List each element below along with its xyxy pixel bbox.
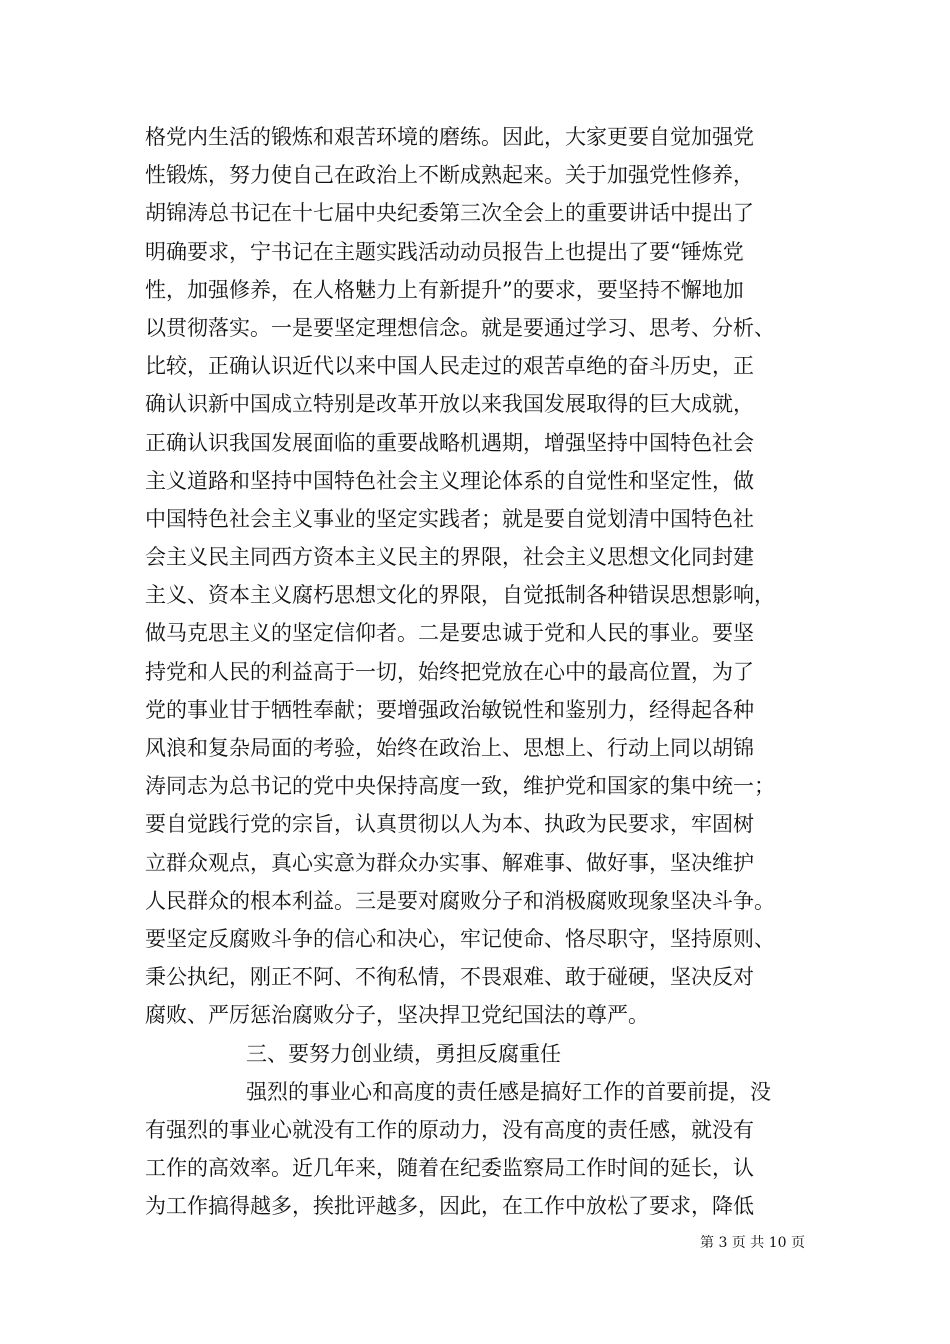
text-line: 确认识新中国成立特别是改革开放以来我国发展取得的巨大成就，: [145, 392, 754, 417]
text-line: 以贯彻落实。一是要坚定理想信念。就是要通过学习、思考、分析、: [145, 315, 775, 340]
text-line: 中国特色社会主义事业的坚定实践者；就是要自觉划清中国特色社: [145, 506, 754, 531]
section-heading: 三、要努力创业绩，勇担反腐重任: [246, 1041, 561, 1066]
text-line: 比较，正确认识近代以来中国人民走过的艰苦卓绝的奋斗历史，正: [145, 354, 754, 379]
text-line: 人民群众的根本利益。三是要对腐败分子和消极腐败现象坚决斗争。: [145, 888, 775, 913]
text-line: 性锻炼，努力使自己在政治上不断成熟起来。关于加强党性修养，: [145, 163, 754, 188]
text-line: 做马克思主义的坚定信仰者。二是要忠诚于党和人民的事业。要坚: [145, 621, 754, 646]
text-line: 为工作搞得越多，挨批评越多，因此，在工作中放松了要求，降低: [145, 1194, 754, 1219]
text-line: 风浪和复杂局面的考验，始终在政治上、思想上、行动上同以胡锦: [145, 736, 754, 760]
text-line: 主义、资本主义腐朽思想文化的界限，自觉抵制各种错误思想影响，: [145, 583, 775, 608]
text-line: 党的事业甘于牺牲奉献；要增强政治敏锐性和鉴别力，经得起各种: [145, 697, 754, 722]
text-line: 秉公执纪，刚正不阿、不徇私情，不畏艰难、敢于碰硬，坚决反对: [145, 965, 754, 990]
body-text: [145, 118, 807, 1225]
text-line: 强烈的事业心和高度的责任感是搞好工作的首要前提，没: [246, 1079, 771, 1104]
text-line: 格党内生活的锻炼和艰苦环境的磨练。因此，大家更要自觉加强党: [145, 125, 754, 149]
text-line: 持党和人民的利益高于一切，始终把党放在心中的最高位置，为了: [145, 659, 754, 684]
text-line: 性，加强修养，在人格魅力上有新提升”的要求，要坚持不懈地加: [145, 277, 744, 302]
text-line: 要坚定反腐败斗争的信心和决心，牢记使命、恪尽职守，坚持原则、: [145, 926, 775, 951]
text-line: 工作的高效率。近几年来，随着在纪委监察局工作时间的延长，认: [145, 1156, 754, 1181]
text-line: 正确认识我国发展面临的重要战略机遇期，增强坚持中国特色社会: [145, 430, 754, 455]
text-line: 会主义民主同西方资本主义民主的界限，社会主义思想文化同封建: [145, 545, 754, 570]
text-line: 胡锦涛总书记在十七届中央纪委第三次全会上的重要讲话中提出了: [145, 201, 754, 226]
text-line: 有强烈的事业心就没有工作的原动力，没有高度的责任感，就没有: [145, 1117, 754, 1142]
text-line: 明确要求，宁书记在主题实践活动动员报告上也提出了要“锤炼党: [145, 239, 744, 264]
text-line: 立群众观点，真心实意为群众办实事、解难事、做好事，坚决维护: [145, 850, 754, 875]
text-line: 涛同志为总书记的党中央保持高度一致，维护党和国家的集中统一；: [145, 774, 775, 799]
text-line: 主义道路和坚持中国特色社会主义理论体系的自觉性和坚定性，做: [145, 468, 754, 493]
page-number: 第 3 页 共 10 页: [700, 1235, 805, 1251]
text-line: 腐败、严厉惩治腐败分子，坚决捍卫党纪国法的尊严。: [145, 1003, 649, 1028]
text-line: 要自觉践行党的宗旨，认真贯彻以人为本、执政为民要求，牢固树: [145, 812, 754, 837]
